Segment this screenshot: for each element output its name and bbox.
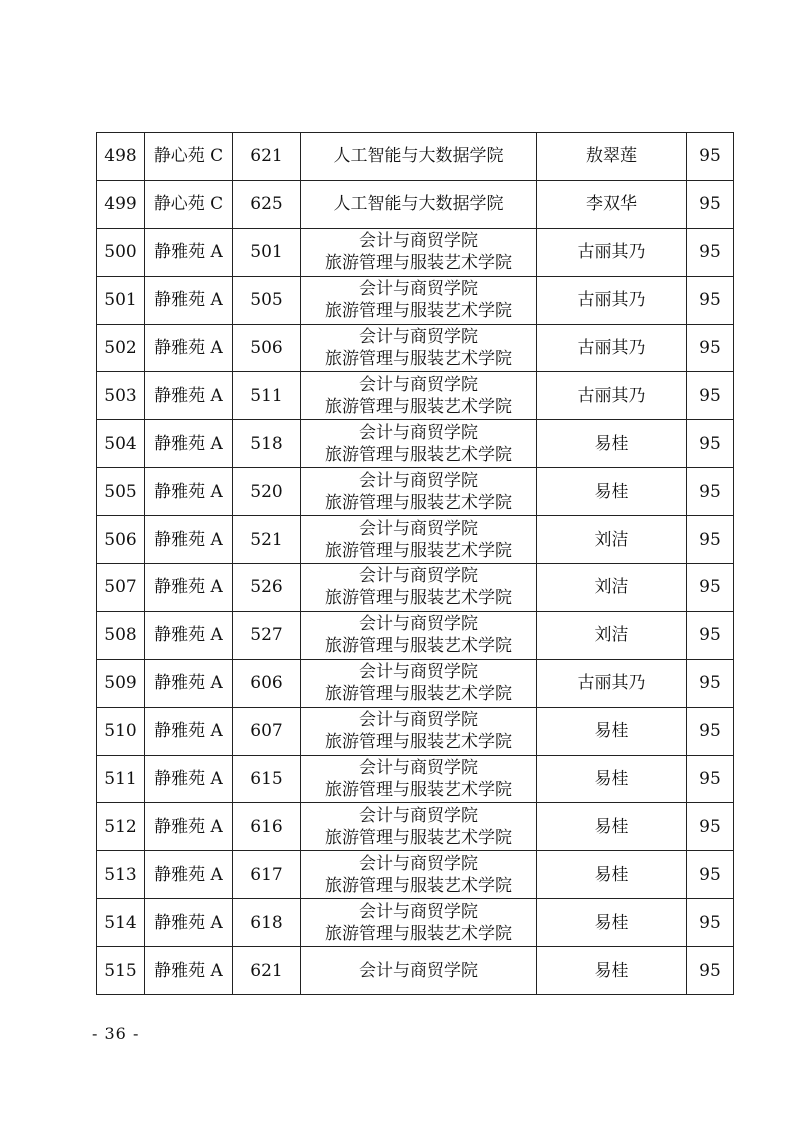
teacher-cell: 敖翠莲 [537, 133, 687, 181]
table-row [97, 851, 734, 899]
college-name: 旅游管理与服装艺术学院 [325, 540, 512, 561]
table-body [97, 133, 734, 995]
room-cell: 521 [233, 516, 301, 564]
college-name: 会计与商贸学院 [359, 853, 478, 874]
college-name: 会计与商贸学院 [359, 374, 478, 395]
college-name: 旅游管理与服装艺术学院 [325, 396, 512, 417]
room-cell: 621 [233, 133, 301, 181]
row-number-cell: 509 [97, 659, 145, 707]
college-name: 会计与商贸学院 [359, 662, 478, 683]
room-cell: 625 [233, 180, 301, 228]
college-name: 会计与商贸学院 [359, 901, 478, 922]
score-cell: 95 [687, 516, 734, 564]
score-cell: 95 [687, 564, 734, 612]
row-number-cell: 503 [97, 372, 145, 420]
row-number-cell: 507 [97, 564, 145, 612]
row-number-cell: 498 [97, 133, 145, 181]
score-cell: 95 [687, 659, 734, 707]
row-number-cell: 513 [97, 851, 145, 899]
row-number-cell: 510 [97, 707, 145, 755]
room-cell: 606 [233, 659, 301, 707]
teacher-cell: 古丽其乃 [537, 276, 687, 324]
row-number-cell: 504 [97, 420, 145, 468]
building-cell: 静雅苑 A [145, 228, 233, 276]
college-name: 会计与商贸学院 [359, 566, 478, 587]
score-cell: 95 [687, 420, 734, 468]
table-row [97, 180, 734, 228]
table-row [97, 420, 734, 468]
college-cell [301, 180, 537, 228]
room-cell: 526 [233, 564, 301, 612]
college-name: 旅游管理与服装艺术学院 [325, 923, 512, 944]
room-cell: 520 [233, 468, 301, 516]
room-cell: 615 [233, 755, 301, 803]
college-cell [301, 468, 537, 516]
score-cell: 95 [687, 324, 734, 372]
college-name: 旅游管理与服装艺术学院 [325, 636, 512, 657]
room-cell: 617 [233, 851, 301, 899]
table-row [97, 659, 734, 707]
teacher-cell: 易桂 [537, 755, 687, 803]
college-name: 旅游管理与服装艺术学院 [325, 684, 512, 705]
building-cell: 静雅苑 A [145, 851, 233, 899]
score-cell: 95 [687, 372, 734, 420]
row-number-cell: 500 [97, 228, 145, 276]
building-cell: 静雅苑 A [145, 899, 233, 947]
room-cell: 607 [233, 707, 301, 755]
college-name: 旅游管理与服装艺术学院 [325, 827, 512, 848]
row-number-cell: 501 [97, 276, 145, 324]
college-name: 旅游管理与服装艺术学院 [325, 253, 512, 274]
college-cell [301, 659, 537, 707]
teacher-cell: 刘洁 [537, 611, 687, 659]
college-name: 旅游管理与服装艺术学院 [325, 492, 512, 513]
college-cell [301, 372, 537, 420]
building-cell: 静雅苑 A [145, 276, 233, 324]
building-cell: 静雅苑 A [145, 372, 233, 420]
college-cell [301, 228, 537, 276]
college-cell [301, 899, 537, 947]
table-row [97, 324, 734, 372]
row-number-cell: 508 [97, 611, 145, 659]
dorm-score-table [96, 132, 734, 995]
teacher-cell: 刘洁 [537, 516, 687, 564]
college-name: 会计与商贸学院 [359, 710, 478, 731]
room-cell: 618 [233, 899, 301, 947]
college-cell [301, 516, 537, 564]
teacher-cell: 易桂 [537, 947, 687, 995]
college-cell [301, 420, 537, 468]
building-cell: 静雅苑 A [145, 324, 233, 372]
college-name: 会计与商贸学院 [359, 614, 478, 635]
room-cell: 505 [233, 276, 301, 324]
room-cell: 621 [233, 947, 301, 995]
room-cell: 527 [233, 611, 301, 659]
score-cell: 95 [687, 276, 734, 324]
college-cell [301, 851, 537, 899]
teacher-cell: 易桂 [537, 803, 687, 851]
table-row [97, 372, 734, 420]
building-cell: 静雅苑 A [145, 707, 233, 755]
table-row [97, 611, 734, 659]
row-number-cell: 506 [97, 516, 145, 564]
row-number-cell: 511 [97, 755, 145, 803]
college-name: 会计与商贸学院 [359, 231, 478, 252]
teacher-cell: 易桂 [537, 420, 687, 468]
college-name: 旅游管理与服装艺术学院 [325, 349, 512, 369]
building-cell: 静雅苑 A [145, 659, 233, 707]
room-cell: 501 [233, 228, 301, 276]
row-number-cell: 502 [97, 324, 145, 372]
college-name: 旅游管理与服装艺术学院 [325, 588, 512, 609]
page-number: - 36 - [92, 1024, 140, 1043]
building-cell: 静雅苑 A [145, 947, 233, 995]
score-cell: 95 [687, 468, 734, 516]
room-cell: 518 [233, 420, 301, 468]
college-name: 会计与商贸学院 [359, 279, 478, 300]
building-cell: 静雅苑 A [145, 755, 233, 803]
teacher-cell: 古丽其乃 [537, 228, 687, 276]
score-cell: 95 [687, 803, 734, 851]
college-name: 会计与商贸学院 [359, 758, 478, 779]
room-cell: 506 [233, 324, 301, 372]
teacher-cell: 易桂 [537, 707, 687, 755]
college-name: 会计与商贸学院 [359, 805, 478, 826]
building-cell: 静雅苑 A [145, 803, 233, 851]
building-cell: 静雅苑 A [145, 420, 233, 468]
score-cell: 95 [687, 611, 734, 659]
teacher-cell: 易桂 [537, 851, 687, 899]
room-cell: 511 [233, 372, 301, 420]
college-name: 人工智能与大数据学院 [333, 194, 504, 215]
college-name: 旅游管理与服装艺术学院 [325, 444, 512, 465]
college-cell [301, 947, 537, 995]
college-cell [301, 803, 537, 851]
teacher-cell: 易桂 [537, 899, 687, 947]
college-name: 会计与商贸学院 [359, 327, 478, 347]
building-cell: 静雅苑 A [145, 564, 233, 612]
college-name: 旅游管理与服装艺术学院 [325, 780, 512, 801]
score-cell: 95 [687, 851, 734, 899]
table-row [97, 707, 734, 755]
score-cell: 95 [687, 755, 734, 803]
college-name: 会计与商贸学院 [359, 960, 478, 981]
college-name: 人工智能与大数据学院 [333, 146, 504, 167]
college-cell [301, 707, 537, 755]
building-cell: 静心苑 C [145, 180, 233, 228]
table-row [97, 564, 734, 612]
table-row [97, 516, 734, 564]
room-cell: 616 [233, 803, 301, 851]
college-name: 会计与商贸学院 [359, 518, 478, 539]
college-cell [301, 133, 537, 181]
college-cell [301, 276, 537, 324]
score-cell: 95 [687, 180, 734, 228]
college-cell [301, 564, 537, 612]
table-row [97, 899, 734, 947]
college-name: 旅游管理与服装艺术学院 [325, 301, 512, 322]
score-cell: 95 [687, 707, 734, 755]
building-cell: 静心苑 C [145, 133, 233, 181]
college-cell [301, 611, 537, 659]
table-row [97, 133, 734, 181]
college-cell [301, 324, 537, 372]
score-cell: 95 [687, 228, 734, 276]
table-row [97, 947, 734, 995]
building-cell: 静雅苑 A [145, 611, 233, 659]
college-name: 旅游管理与服装艺术学院 [325, 732, 512, 753]
score-cell: 95 [687, 947, 734, 995]
college-name: 会计与商贸学院 [359, 422, 478, 443]
building-cell: 静雅苑 A [145, 516, 233, 564]
table-row [97, 803, 734, 851]
row-number-cell: 514 [97, 899, 145, 947]
row-number-cell: 505 [97, 468, 145, 516]
row-number-cell: 499 [97, 180, 145, 228]
college-name: 旅游管理与服装艺术学院 [325, 875, 512, 896]
table-row [97, 468, 734, 516]
teacher-cell: 易桂 [537, 468, 687, 516]
college-cell [301, 755, 537, 803]
teacher-cell: 古丽其乃 [537, 659, 687, 707]
row-number-cell: 512 [97, 803, 145, 851]
table-row [97, 755, 734, 803]
teacher-cell: 古丽其乃 [537, 324, 687, 372]
building-cell: 静雅苑 A [145, 468, 233, 516]
teacher-cell: 古丽其乃 [537, 372, 687, 420]
teacher-cell: 李双华 [537, 180, 687, 228]
score-cell: 95 [687, 133, 734, 181]
table-row [97, 228, 734, 276]
row-number-cell: 515 [97, 947, 145, 995]
score-cell: 95 [687, 899, 734, 947]
teacher-cell: 刘洁 [537, 564, 687, 612]
table-row [97, 276, 734, 324]
college-name: 会计与商贸学院 [359, 470, 478, 491]
